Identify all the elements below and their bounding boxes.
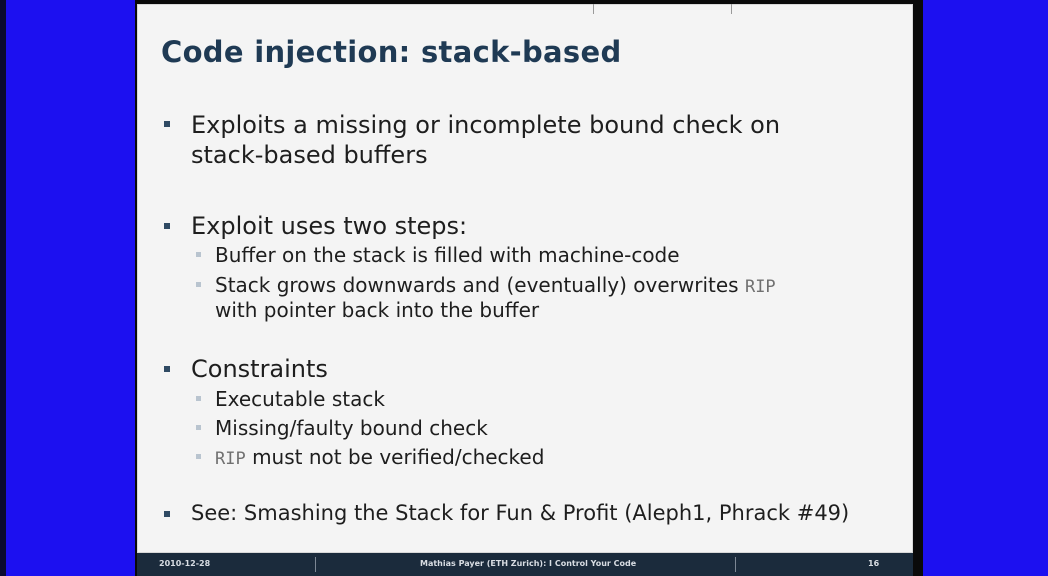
sub-bullet-marker bbox=[196, 282, 201, 287]
bullet-2-line-1: Exploit uses two steps: bbox=[191, 212, 468, 240]
footer-date: 2010-12-28 bbox=[159, 559, 211, 568]
bullet-3-sub-3 bbox=[215, 445, 544, 472]
rip-register-code: RIP bbox=[215, 449, 246, 469]
sub-bullet-marker bbox=[196, 396, 201, 401]
bullet-3-line-1: Constraints bbox=[191, 355, 328, 383]
bullet-3-sub-1: Executable stack bbox=[215, 387, 385, 411]
bullet-marker bbox=[164, 121, 170, 127]
rip-register-code: RIP bbox=[744, 277, 776, 297]
sub-bullet-marker bbox=[196, 252, 201, 257]
bullet-1-line-1: Exploits a missing or incomplete bound check on bbox=[191, 111, 781, 139]
bullet-2-sub-1: Buffer on the stack is filled with machine-code bbox=[215, 243, 680, 267]
bullet-marker bbox=[164, 511, 170, 517]
bullet-2-sub-2-line-1 bbox=[215, 273, 776, 300]
bullet-marker bbox=[164, 223, 170, 229]
bullet-1-line-2: stack-based buffers bbox=[191, 141, 428, 169]
bullet-3-sub-2: Missing/faulty bound check bbox=[215, 416, 488, 440]
footer-separator bbox=[735, 557, 736, 572]
bullet-marker bbox=[164, 366, 170, 372]
sub-bullet-marker bbox=[196, 425, 201, 430]
sub-bullet-marker bbox=[196, 454, 201, 459]
top-tick bbox=[593, 4, 594, 14]
slide-title: Code injection: stack-based bbox=[161, 35, 622, 69]
footer-separator bbox=[315, 557, 316, 572]
left-blue-bar bbox=[0, 0, 135, 576]
bullet-3-sub-3-text: must not be verified/checked bbox=[245, 445, 545, 469]
presentation-slide bbox=[137, 4, 913, 553]
footer-author-title: Mathias Payer (ETH Zurich): I Control Your Code bbox=[420, 559, 637, 568]
slide-footer bbox=[137, 553, 913, 576]
right-blue-bar bbox=[923, 0, 1048, 576]
bullet-2-sub-2-line-2: with pointer back into the buffer bbox=[215, 298, 540, 322]
bullet-2-sub-2-text: Stack grows downwards and (eventually) overwrites bbox=[215, 273, 745, 297]
left-edge-shadow bbox=[0, 0, 6, 576]
bullet-4-line-1: See: Smashing the Stack for Fun & Profit (Aleph1, Phrack #49) bbox=[191, 501, 850, 525]
top-tick bbox=[731, 4, 732, 14]
footer-page-number: 16 bbox=[868, 559, 880, 568]
